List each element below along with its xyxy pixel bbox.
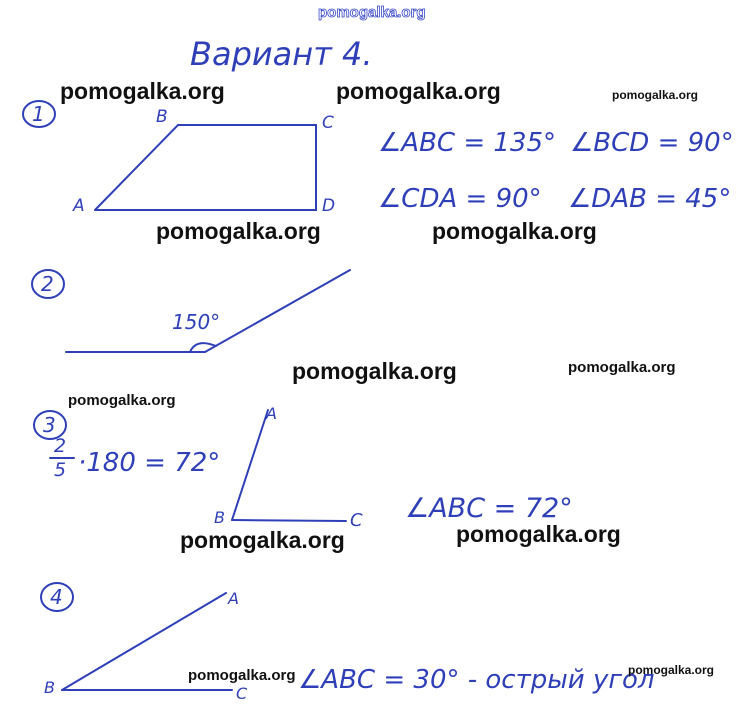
watermark: pomogalka.org bbox=[68, 392, 176, 409]
calc-expression: ·180 = 72° bbox=[78, 448, 221, 478]
label-a-3: A bbox=[266, 404, 277, 423]
answer-task3: ∠ABC = 72° bbox=[405, 493, 573, 524]
label-a-4: A bbox=[228, 589, 239, 608]
watermark: pomogalka.org bbox=[432, 218, 597, 244]
angle-150-ray2 bbox=[205, 270, 350, 352]
task4-number: 4 bbox=[50, 585, 63, 609]
watermark: pomogalka.org bbox=[60, 78, 225, 104]
watermark: pomogalka.org bbox=[612, 88, 699, 102]
task3-number: 3 bbox=[43, 413, 56, 437]
trapezoid-abcd bbox=[95, 125, 316, 210]
watermark: pomogalka.org bbox=[292, 358, 457, 384]
answer-task4: ∠ABC = 30° - острый угол bbox=[298, 665, 655, 695]
answer-dab: ∠DAB = 45° bbox=[568, 184, 732, 214]
watermark: pomogalka.org bbox=[568, 359, 676, 376]
answer-abc: ∠ABC = 135° bbox=[378, 128, 557, 158]
watermark: pomogalka.org bbox=[628, 663, 715, 677]
angle-abc-ray-bc bbox=[232, 520, 346, 521]
angle-150-label: 150° bbox=[172, 310, 221, 334]
task1-number: 1 bbox=[32, 102, 45, 126]
task2-number: 2 bbox=[41, 272, 54, 296]
label-b: B bbox=[156, 107, 168, 127]
watermark: pomogalka.org bbox=[156, 218, 321, 244]
top-watermark: pomogalka.org bbox=[318, 4, 426, 21]
page-title: Вариант 4. bbox=[190, 35, 373, 73]
fraction-denominator: 5 bbox=[54, 459, 67, 481]
label-a: A bbox=[73, 196, 85, 216]
label-c-4: C bbox=[236, 684, 248, 703]
watermark: pomogalka.org bbox=[188, 667, 296, 684]
label-b-4: B bbox=[44, 678, 55, 697]
label-c-3: C bbox=[350, 510, 363, 531]
label-d: D bbox=[322, 196, 336, 216]
watermark: pomogalka.org bbox=[180, 527, 345, 553]
watermark: pomogalka.org bbox=[336, 78, 501, 104]
label-b-3: B bbox=[214, 508, 225, 527]
label-c: C bbox=[322, 113, 334, 133]
answer-bcd: ∠BCD = 90° bbox=[570, 128, 734, 158]
angle-abc-ray-ba bbox=[232, 410, 268, 520]
fraction-numerator: 2 bbox=[54, 435, 67, 457]
answer-cda: ∠CDA = 90° bbox=[378, 184, 542, 214]
watermark: pomogalka.org bbox=[456, 521, 621, 547]
